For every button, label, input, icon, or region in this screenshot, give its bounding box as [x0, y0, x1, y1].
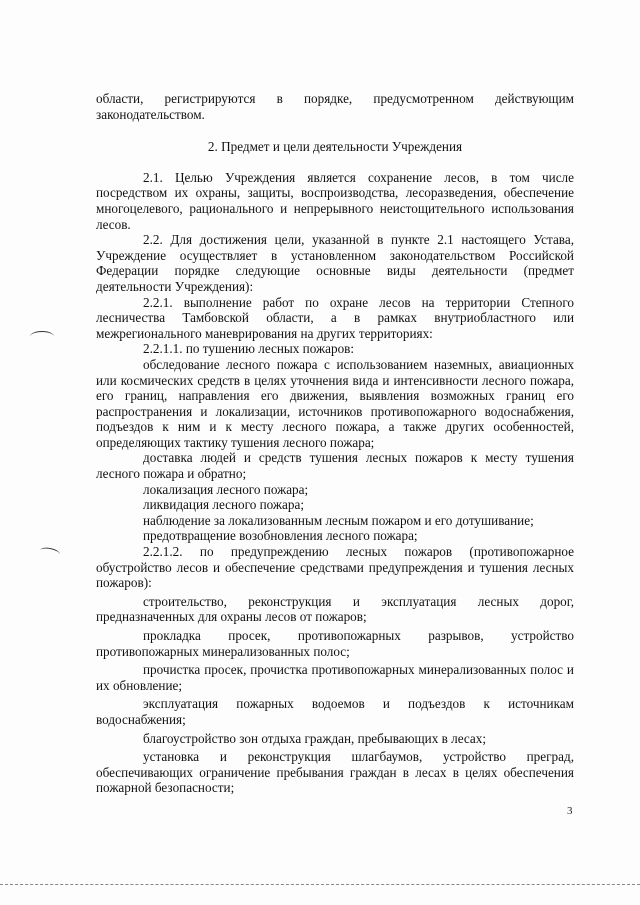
- paragraph-2-1: 2.1. Целью Учреждения является сохранение лесов, в том числе посредством их охраны, защиты, воспроизводства, лесоразведения, обеспечение многоцелевого, рационального и непрерывного неистощительного использования лесов.: [96, 169, 574, 232]
- page-text-body: [96, 91, 574, 796]
- list-item: прочистка просек, прочистка противопожарных минерализованных полос и их обновление;: [96, 662, 574, 693]
- list-item: наблюдение за локализованным лесным пожаром и его дотушивание;: [143, 512, 534, 528]
- list-item: установка и реконструкция шлагбаумов, устройство преград, обеспечивающих ограничение пребывания граждан в лесах в целях обеспечения пожарной безопасности;: [96, 749, 574, 796]
- page-number: 3: [567, 805, 573, 817]
- list-item: строительство, реконструкция и эксплуатация лесных дорог, предназначенных для охраны лесов от пожаров;: [96, 593, 574, 625]
- paragraph-2-2: 2.2. Для достижения цели, указанной в пункте 2.1 настоящего Устава, Учреждение осуществляет в установленном законодательством Российской Федерации порядке следующие основные виды деятельности (предмет деятельности Учреждения):: [96, 232, 574, 294]
- list-item: обследование лесного пожара с использованием наземных, авиационных или космических средств в целях уточнения вида и интенсивности лесного пожара, его границ, направления его движения, выявления возможных границ его распространения и локализации, источников противопожарного водоснабжения, подъездов к ним и к месту лесного пожара, а также других особенностей, определяющих тактику тушения лесного пожара;: [96, 356, 574, 450]
- scan-edge-line: [0, 884, 640, 885]
- list-item: прокладка просек, противопожарных разрывов, устройство противопожарных минерализованных полос;: [96, 628, 574, 659]
- list-item: предотвращение возобновления лесного пожара;: [143, 528, 418, 544]
- scan-mark: [30, 331, 54, 342]
- list-item: доставка людей и средств тушения лесных пожаров к месту тушения лесного пожара и обратно;: [96, 450, 574, 482]
- paragraph-continuation: области, регистрируются в порядке, предусмотренном действующим законодательством.: [96, 91, 574, 122]
- list-item: локализация лесного пожара;: [143, 481, 309, 497]
- scan-mark: [39, 546, 60, 559]
- paragraph-2-2-1-1: 2.2.1.1. по тушению лесных пожаров:: [143, 341, 355, 357]
- list-item: эксплуатация пожарных водоемов и подъездов к источникам водоснабжения;: [96, 696, 574, 727]
- section-heading: 2. Предмет и цели деятельности Учреждения: [207, 139, 463, 155]
- paragraph-2-2-1-2: 2.2.1.2. по предупреждению лесных пожаров (противопожарное обустройство лесов и обеспечение средствами предупреждения и тушения лесных пожаров):: [96, 544, 574, 591]
- list-item: ликвидация лесного пожара;: [143, 497, 305, 513]
- paragraph-2-2-1: 2.2.1. выполнение работ по охране лесов на территории Степного лесничества Тамбовской области, а в рамках внутриобластного или межрегионального маневрирования на других территориях:: [96, 294, 574, 341]
- list-item: благоустройство зон отдыха граждан, пребывающих в лесах;: [143, 730, 487, 746]
